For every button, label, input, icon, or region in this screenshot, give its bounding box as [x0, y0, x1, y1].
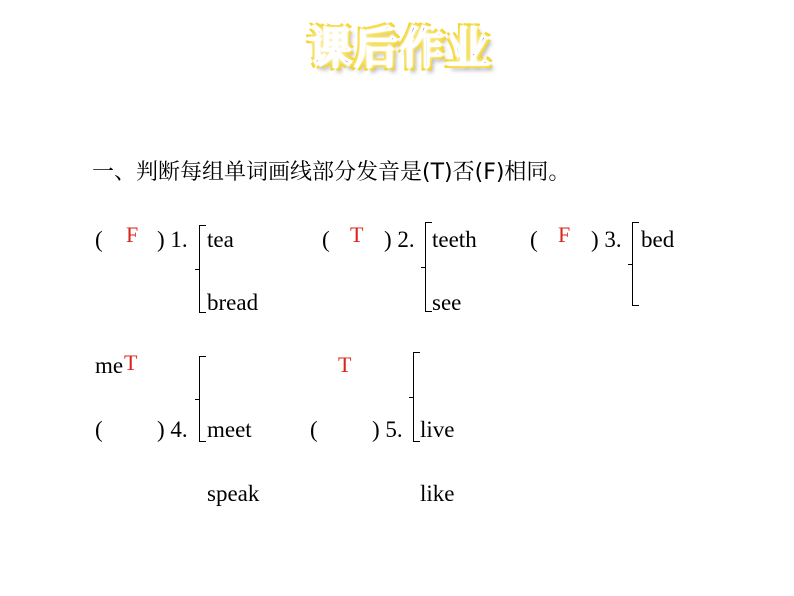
item-4-paren-open: ( — [95, 417, 103, 442]
item-1-paren-open: ( — [95, 227, 103, 252]
item-2-answer: T — [350, 222, 364, 247]
item-5-word2: like — [420, 481, 455, 506]
item-1-bracket — [199, 225, 206, 313]
item-2-bracket — [425, 222, 432, 312]
item-3-answer: F — [558, 222, 571, 247]
item-2-word2: see — [432, 290, 462, 315]
item-5-word1: live — [420, 417, 455, 442]
item-4-word2: speak — [207, 481, 260, 506]
item-3-word2: me — [95, 353, 124, 378]
item-4-label: ) 4. — [157, 417, 188, 442]
item-3-word1: bed — [641, 227, 675, 252]
item-4-bracket — [199, 356, 206, 442]
item-1-word2: bread — [207, 290, 259, 315]
item-4-word1: meet — [207, 417, 252, 442]
item-3-paren-open: ( — [530, 227, 538, 252]
item-5-paren-open: ( — [310, 417, 318, 442]
item-5-label: ) 5. — [372, 417, 403, 442]
item-3-label: ) 3. — [591, 227, 622, 252]
page-title: 课后作业 — [308, 23, 492, 74]
item-2-word1: teeth — [432, 227, 477, 252]
item-1-answer: F — [126, 222, 139, 247]
item-3-bracket — [632, 222, 639, 306]
item-4-answer: T — [124, 350, 138, 375]
item-2-paren-open: ( — [322, 227, 330, 252]
instruction-text: 一、判断每组单词画线部分发音是(T)否(F)相同。 — [92, 160, 571, 185]
item-2-label: ) 2. — [384, 227, 415, 252]
item-5-answer: T — [338, 352, 352, 377]
item-5-bracket — [413, 352, 420, 442]
item-1-label: ) 1. — [157, 227, 188, 252]
item-1-word1: tea — [207, 227, 234, 252]
